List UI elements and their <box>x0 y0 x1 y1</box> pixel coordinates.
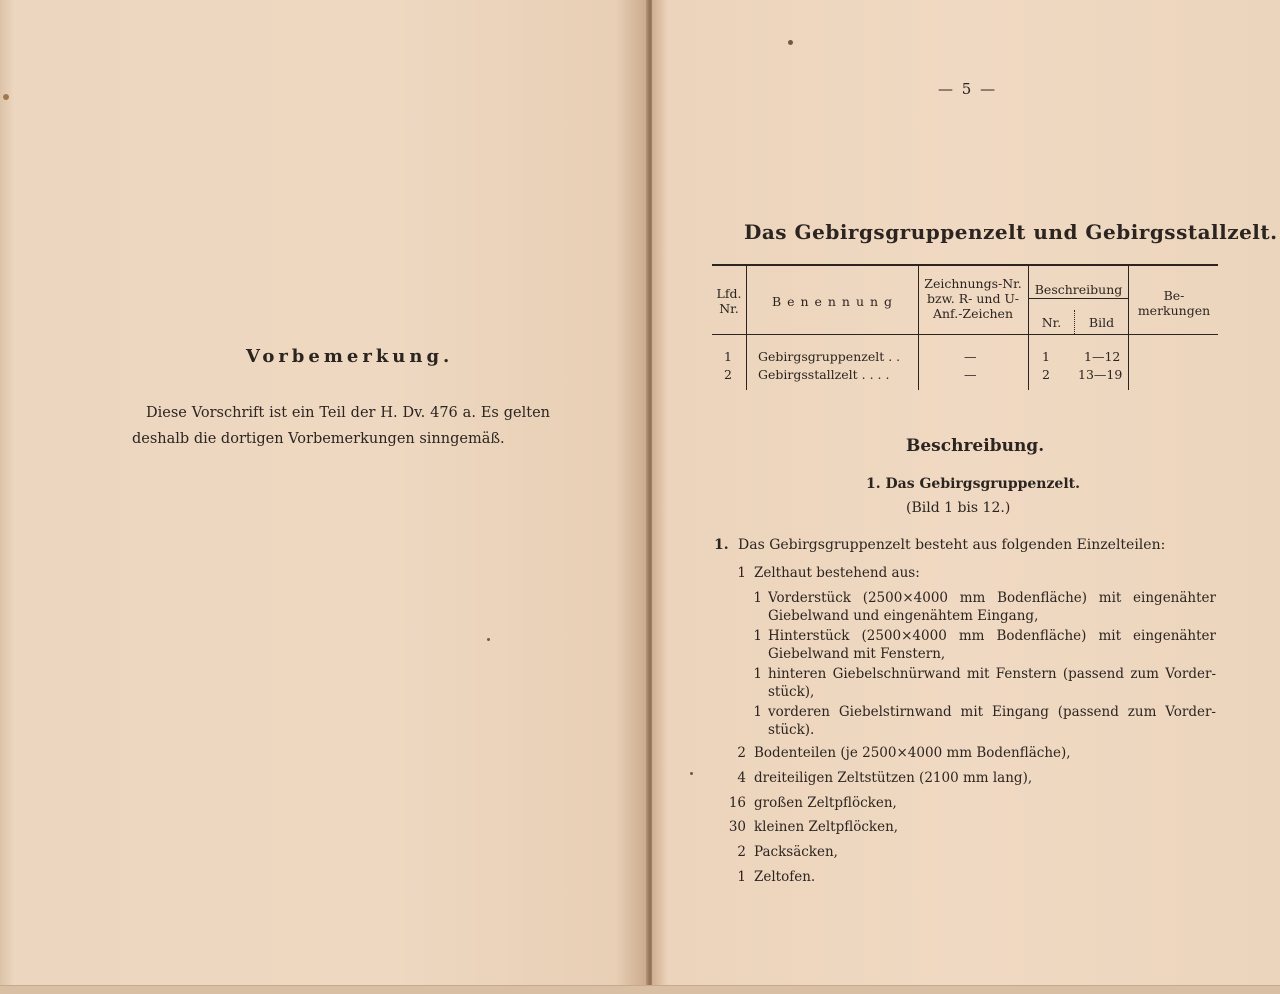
table-col-divider <box>1128 266 1129 390</box>
header-nr: Nr. <box>1041 315 1062 330</box>
item-quantity: 30 <box>728 819 746 835</box>
row-1-lfd: 1 <box>724 349 732 364</box>
item-text: kleinen Zeltpflöcken, <box>754 819 899 835</box>
sub-list-item <box>750 703 1216 739</box>
table-col-divider <box>918 266 919 390</box>
paper-speck <box>788 40 793 45</box>
page-bottom-edge <box>0 985 1280 994</box>
preface-heading: Vorbemerkung. <box>246 346 454 367</box>
sub-list-item <box>750 589 1216 625</box>
overview-table <box>712 264 1218 390</box>
item-quantity: 1 <box>753 590 762 606</box>
sub-list-item <box>750 665 1216 701</box>
item-quantity: 4 <box>737 770 746 786</box>
paragraph-number: 1. <box>714 537 729 553</box>
item-quantity: 2 <box>737 745 746 761</box>
row-2-zeichnung: — <box>964 367 977 382</box>
item-text: Bodenteilen (je 2500×4000 mm Bodenfläche), <box>754 745 1071 761</box>
right-page <box>652 0 1280 994</box>
item-text-line-2: Giebelwand und eingenähtem Eingang, <box>768 608 1039 624</box>
table-subheader-rule <box>1028 298 1128 299</box>
paragraph-text: Das Gebirgsgruppenzelt besteht aus folgenden Einzelteilen: <box>738 537 1166 553</box>
item-text: Zeltofen. <box>754 869 816 885</box>
item-quantity: 1 <box>737 869 746 885</box>
paper-speck <box>487 638 490 641</box>
item-quantity: 2 <box>737 844 746 860</box>
header-beschreibung: Beschreibung <box>1034 282 1123 297</box>
header-lfd: Lfd. Nr. <box>716 286 742 316</box>
item-text-line-1: hinteren Giebelschnürwand mit Fenstern (passend zum Vorder- <box>768 666 1216 682</box>
header-benennung: B e n e n n u n g <box>771 294 894 309</box>
item-text-line-1: vorderen Giebelstirnwand mit Eingang (passend zum Vorder- <box>768 704 1216 720</box>
item-text-line-1: Hinterstück (2500×4000 mm Bodenfläche) mit eingenähter <box>768 628 1216 644</box>
item-quantity: 16 <box>728 795 746 811</box>
item-text: Zelthaut bestehend aus: <box>754 565 920 581</box>
row-1-nr: 1 <box>1042 349 1050 364</box>
paper-speck <box>3 94 9 100</box>
table-col-divider <box>746 266 747 390</box>
item-text: dreiteiligen Zeltstützen (2100 mm lang), <box>754 770 1033 786</box>
item-text: großen Zeltpflöcken, <box>754 795 897 811</box>
item-text: Packsäcken, <box>754 844 838 860</box>
page-number: — 5 — <box>938 80 998 98</box>
row-1-bild: 1—12 <box>1084 349 1121 364</box>
row-2-bild: 13—19 <box>1078 367 1123 382</box>
row-2-nr: 2 <box>1042 367 1050 382</box>
item-text-line-1: Vorderstück (2500×4000 mm Bodenfläche) mit eingenähter <box>768 590 1216 606</box>
subsection-title: 1. Das Gebirgsgruppenzelt. <box>866 476 1080 492</box>
section-title: Beschreibung. <box>906 436 1045 456</box>
header-zeichnung: Zeichnungs-Nr. bzw. R- und U- Anf.-Zeichen <box>924 276 1022 321</box>
preface-line-2: deshalb die dortigen Vorbemerkungen sinngemäß. <box>132 431 505 447</box>
page-title: Das Gebirgsgruppenzelt und Gebirgsstallzelt. <box>744 220 1278 244</box>
item-text-line-2: Giebelwand mit Fenstern, <box>768 646 946 662</box>
item-quantity: 1 <box>753 628 762 644</box>
sub-list-item <box>750 627 1216 663</box>
table-top-rule <box>712 264 1218 266</box>
preface-line-1: Diese Vorschrift ist ein Teil der H. Dv. 476 a. Es gelten <box>146 405 550 421</box>
item-quantity: 1 <box>737 565 746 581</box>
row-1-name: Gebirgsgruppenzelt . . <box>758 349 901 364</box>
paper-speck <box>690 772 693 775</box>
header-bemerkungen: Be- merkungen <box>1137 288 1211 318</box>
item-text-line-2: stück), <box>768 684 815 700</box>
header-bild: Bild <box>1088 315 1115 330</box>
item-quantity: 1 <box>753 704 762 720</box>
row-2-lfd: 2 <box>724 367 732 382</box>
preface-text <box>132 400 550 452</box>
table-header-rule <box>712 334 1218 335</box>
item-quantity: 1 <box>753 666 762 682</box>
row-1-zeichnung: — <box>964 349 977 364</box>
row-2-name: Gebirgsstallzelt . . . . <box>758 367 890 382</box>
item-text-line-2: stück). <box>768 722 815 738</box>
subsection-reference: (Bild 1 bis 12.) <box>906 500 1011 516</box>
